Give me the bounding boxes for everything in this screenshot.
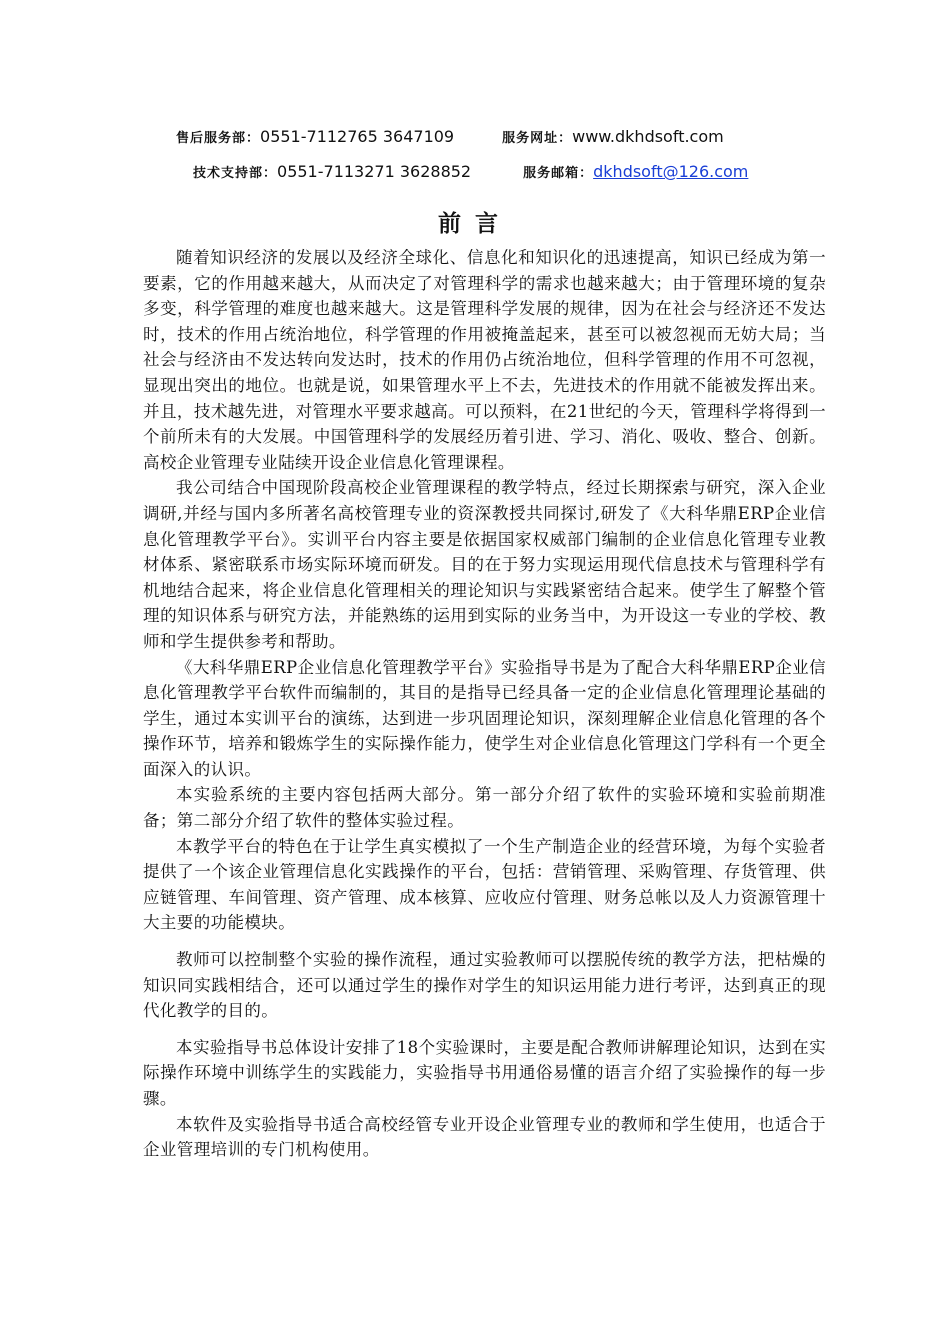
email-label: 服务邮箱： [523,166,594,181]
preface-body [143,245,826,1163]
website-label: 服务网址： [502,131,573,146]
paragraph: 《大科华鼎ERP企业信息化管理教学平台》实验指导书是为了配合大科华鼎ERP企业信息化管理教学平台软件而编制的，其目的是指导已经具备一定的企业信息化管理理论基础的学生，通过本实训平台的演练，达到进一步巩固理论知识，深刻理解企业信息化管理的各个操作环节，培养和锻炼学生的实际操作能力，使学生对企业信息化管理这门学科有一个更全面深入的认识。 [143,657,826,779]
contact-row-tech-support [193,162,748,181]
paragraph: 本教学平台的特色在于让学生真实模拟了一个生产制造企业的经营环境，为每个实验者提供了一个该企业管理信息化实践操作的平台，包括：营销管理、采购管理、存货管理、供应链管理、车间管理、资产管理、成本核算、应收应付管理、财务总帐以及人力资源管理十大主要的功能模块。 [143,836,826,933]
page-title: 前言 [438,210,512,237]
tech-support-phone: 0551-7113271 3628852 [277,162,472,181]
paragraph: 本软件及实验指导书适合高校经管专业开设企业管理专业的教师和学生使用，也适合于企业管理培训的专门机构使用。 [143,1114,826,1160]
after-sales-phone: 0551-7112765 3647109 [260,127,455,146]
tech-support-label: 技术支持部： [193,166,278,181]
paragraph: 我公司结合中国现阶段高校企业管理课程的教学特点，经过长期探索与研究，深入企业调研,并经与国内多所著名高校管理专业的资深教授共同探讨,研发了《大科华鼎ERP企业信息化管理教学平台》。实训平台内容主要是依据国家权威部门编制的企业信息化管理专业教材体系、紧密联系市场实际环境而研发。目的在于努力实现运用现代信息技术与管理科学有机地结合起来，将企业信息化管理相关的理论知识与实践紧密结合起来。使学生了解整个管理的知识体系与研究方法，并能熟练的运用到实际的业务当中，为开设这一专业的学校、教师和学生提供参考和帮助。 [143,478,826,651]
paragraph: 本实验指导书总体设计安排了18个实验课时，主要是配合教师讲解理论知识，达到在实际操作环境中训练学生的实践能力，实验指导书用通俗易懂的语言介绍了实验操作的每一步骤。 [143,1037,826,1108]
paragraph: 随着知识经济的发展以及经济全球化、信息化和知识化的迅速提高，知识已经成为第一要素，它的作用越来越大，从而决定了对管理科学的需求也越来越大；由于管理环境的复杂多变，科学管理的难度也越来越大。这是管理科学发展的规律，因为在社会与经济还不发达时，技术的作用占统治地位，科学管理的作用被掩盖起来，甚至可以被忽视而无妨大局；当社会与经济由不发达转向发达时，技术的作用仍占统治地位，但科学管理的作用不可忽视，显现出突出的地位。也就是说，如果管理水平上不去，先进技术的作用就不能被发挥出来。并且，技术越先进，对管理水平要求越高。可以预料，在21世纪的今天，管理科学将得到一个前所未有的大发展。中国管理科学的发展经历着引进、学习、消化、吸收、整合、创新。高校企业管理专业陆续开设企业信息化管理课程。 [143,248,826,472]
website-link[interactable]: www.dkhdsoft.com [572,127,724,146]
contact-row-after-sales [176,127,724,146]
paragraph: 教师可以控制整个实验的操作流程，通过实验教师可以摆脱传统的教学方法，把枯燥的知识同实践相结合，还可以通过学生的操作对学生的知识运用能力进行考评，达到真正的现代化教学的目的。 [143,950,826,1021]
after-sales-label: 售后服务部： [176,131,261,146]
email-link[interactable]: dkhdsoft@126.com [593,162,749,181]
paragraph: 本实验系统的主要内容包括两大部分。第一部分介绍了软件的实验环境和实验前期准备；第二部分介绍了软件的整体实验过程。 [143,785,826,831]
